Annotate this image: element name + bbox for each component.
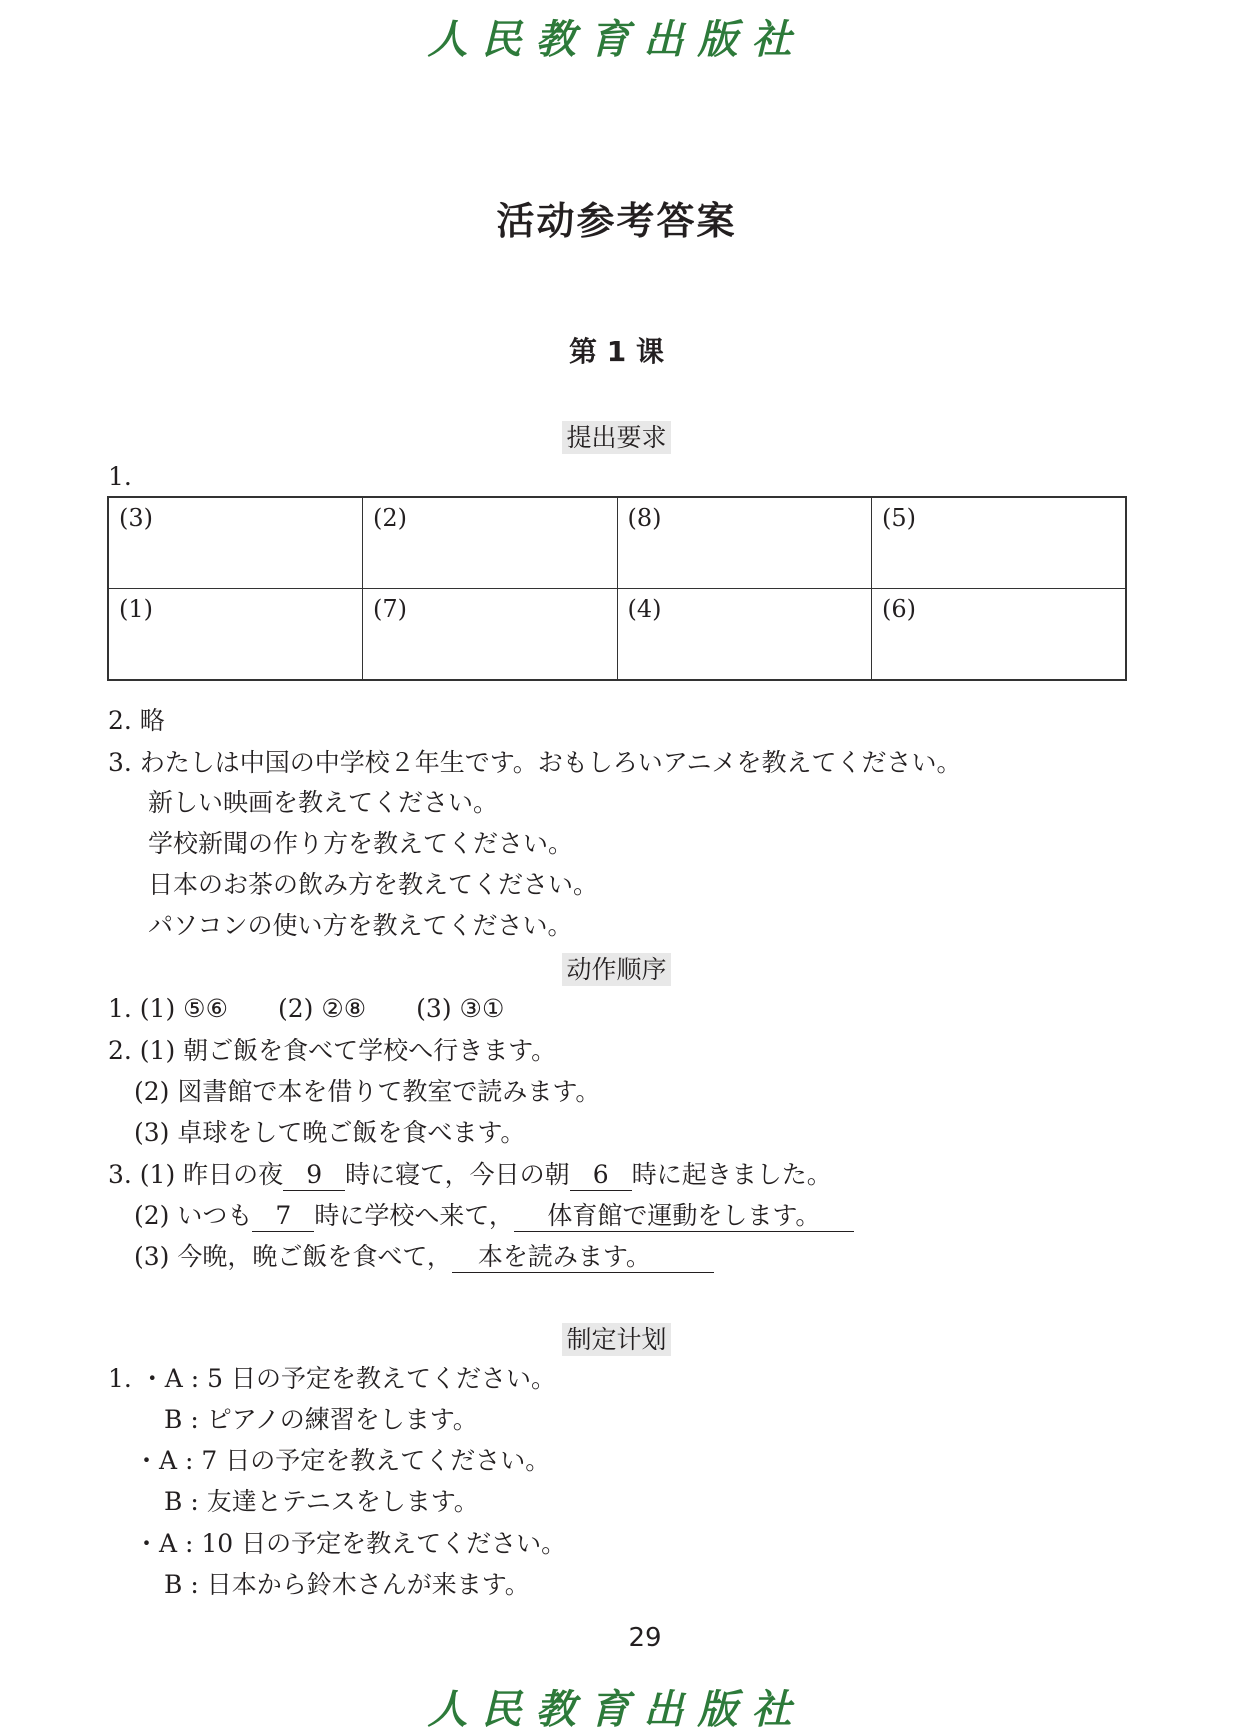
table-row: [108, 497, 1126, 589]
section-heading-requests: 提出要求: [0, 418, 1233, 454]
plan-line: B : ピアノの練習をします。: [164, 1405, 478, 1434]
grid-cell: (1): [108, 589, 363, 681]
sequence-line: 2. (1) 朝ご飯を食べて学校へ行きます。: [108, 1036, 557, 1065]
answer-grid: [107, 496, 1127, 681]
sequence-line: (3) 卓球をして晩ご飯を食べます。: [134, 1118, 526, 1147]
sequence-line-fill: 3. (1) 昨日の夜 9 時に寝て，今日の朝 6 時に起きました。: [108, 1160, 832, 1189]
grid-cell: (6): [872, 589, 1127, 681]
grid-cell: (8): [617, 497, 872, 589]
page-title: 活动参考答案: [496, 199, 737, 243]
table-row: [108, 589, 1126, 681]
plan-line: 1. ・A : 5 日の予定を教えてください。: [108, 1364, 557, 1393]
plan-line: ・A : 7 日の予定を教えてください。: [134, 1446, 551, 1475]
blank-answer: 6: [570, 1160, 632, 1191]
item-3-line: 3. わたしは中国の中学校２年生です。おもしろいアニメを教えてください。: [108, 748, 962, 777]
item-2: 2. 略: [108, 706, 165, 735]
publisher-logo-bottom: 人民教育出版社: [427, 1686, 806, 1733]
page-number: 29: [628, 1623, 662, 1653]
blank-answer: 本を読みます。: [452, 1242, 714, 1273]
grid-cell: (5): [872, 497, 1127, 589]
blank-answer: 体育館で運動をします。: [514, 1201, 854, 1232]
publisher-logo-top: 人民教育出版社: [427, 16, 806, 63]
item-3-line: パソコンの使い方を教えてください。: [148, 911, 573, 940]
item-1-label: 1.: [108, 462, 132, 491]
sequence-line-fill: (3) 今晩，晩ご飯を食べて， 本を読みます。: [134, 1240, 714, 1274]
lesson-heading: 第 1 课: [569, 335, 664, 368]
sequence-line: (2) 図書館で本を借りて教室で読みます。: [134, 1077, 601, 1106]
item-3-line: 日本のお茶の飲み方を教えてください。: [148, 870, 599, 899]
blank-answer: 9: [283, 1160, 345, 1191]
section-heading-sequence: 动作顺序: [0, 950, 1233, 986]
plan-line: ・A : 10 日の予定を教えてください。: [134, 1529, 567, 1558]
item-3-line: 新しい映画を教えてください。: [148, 788, 499, 817]
section-heading-plan: 制定计划: [0, 1320, 1233, 1356]
grid-cell: (4): [617, 589, 872, 681]
grid-cell: (7): [363, 589, 618, 681]
blank-answer: 7: [252, 1201, 314, 1232]
item-3-line: 学校新聞の作り方を教えてください。: [148, 829, 574, 858]
grid-cell: (3): [108, 497, 363, 589]
grid-cell: (2): [363, 497, 618, 589]
sequence-line: 1. (1) ⑤⑥ (2) ②⑧ (3) ③①: [108, 994, 505, 1023]
sequence-line-fill: (2) いつも 7 時に学校へ来て， 体育館で運動をします。: [134, 1199, 854, 1233]
plan-line: B : 友達とテニスをします。: [164, 1487, 479, 1516]
plan-line: B : 日本から鈴木さんが来ます。: [164, 1570, 530, 1599]
